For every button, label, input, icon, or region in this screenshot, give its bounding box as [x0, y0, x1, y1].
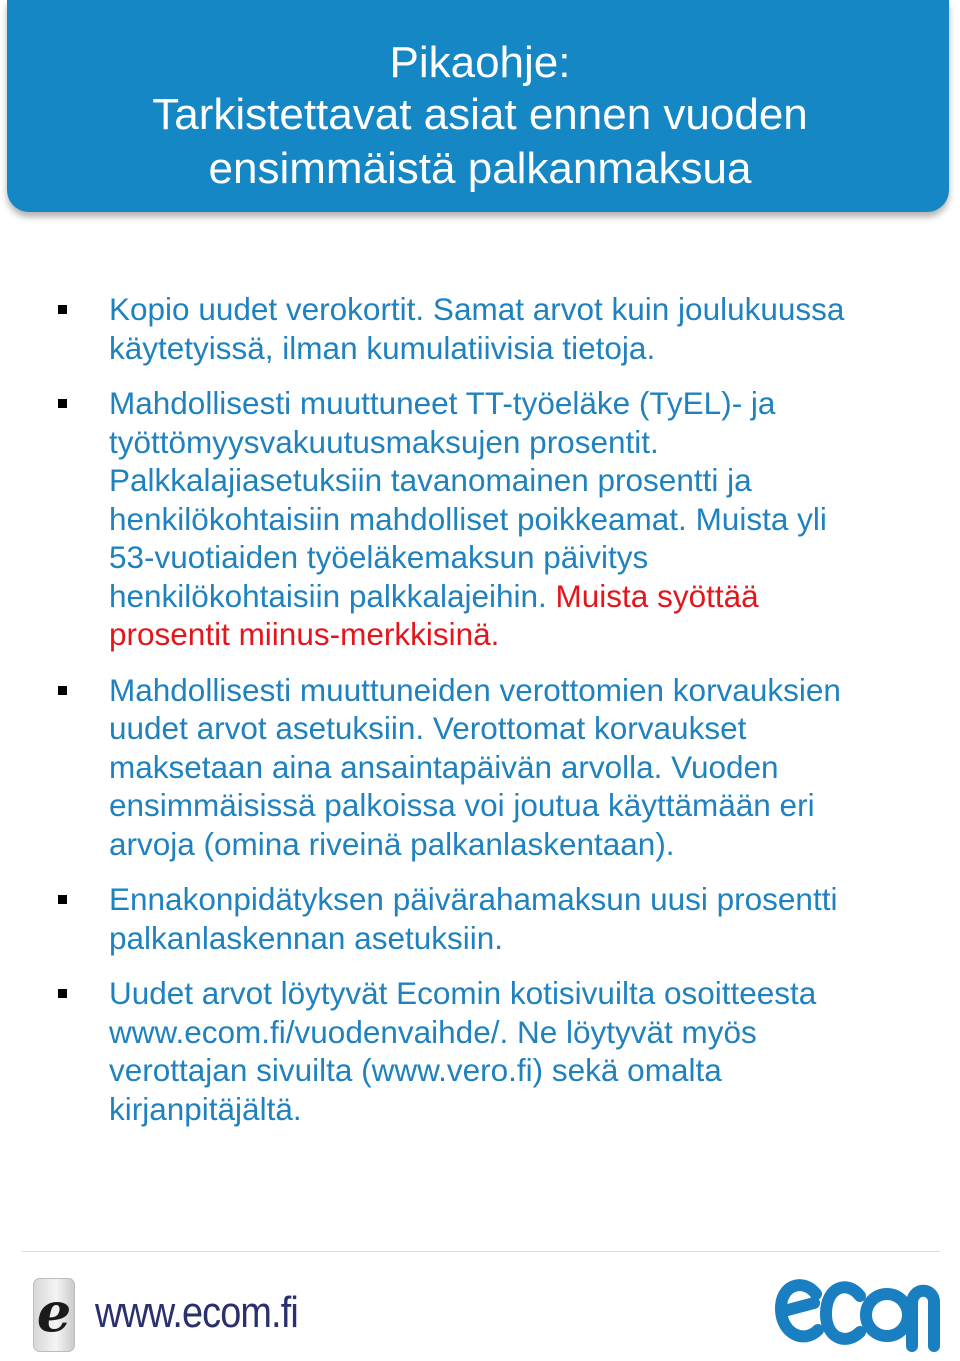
bullet-line: 53-vuotiaiden työeläkemaksun päivitys: [109, 539, 649, 575]
bullet-line: ensimmäisissä palkoissa voi joutua käyttämään eri: [109, 787, 815, 823]
bullet-line: Palkkalajiasetuksiin tavanomainen prosentti ja: [109, 462, 752, 498]
e-icon-letter: e: [36, 1280, 72, 1344]
warning-text: prosentit miinus-merkkisinä.: [109, 616, 500, 652]
ecom-e-icon: [33, 1278, 75, 1352]
bullet-line: Kopio uudet verokortit. Samat arvot kuin joulukuussa: [109, 291, 845, 327]
bullet-line: Mahdollisesti muuttuneet TT-työeläke (TyEL)- ja: [109, 385, 776, 421]
square-bullet-icon: [58, 305, 67, 314]
bullet-line-text: henkilökohtaisiin palkkalajeihin.: [109, 577, 547, 614]
bullet-line: käytetyissä, ilman kumulatiivisia tietoja.: [109, 329, 656, 366]
title-line-1: Pikaohje:: [389, 38, 571, 87]
bullet-line: Mahdollisesti muuttuneiden verottomien korvauksien: [109, 671, 841, 708]
bullet-line: Uudet arvot löytyvät Ecomin kotisivuilta osoitteesta: [109, 975, 817, 1011]
bullet-line: kirjanpitäjältä.: [109, 1090, 302, 1127]
bullet-line: työttömyysvakuutusmaksujen prosentit.: [109, 423, 659, 460]
square-bullet-icon: [58, 686, 67, 695]
bullet-line: henkilökohtaisiin mahdolliset poikkeamat. Muista yli: [109, 500, 827, 537]
bullet-item-withholding: [0, 880, 960, 957]
bullet-item-new-values: [0, 974, 960, 1128]
bullet-item-pension-rates: [0, 384, 960, 654]
bullet-line: verottajan sivuilta (www.vero.fi) sekä omalta: [109, 1052, 722, 1088]
bullet-line: uudet arvot asetuksiin. Verottomat korvaukset: [109, 710, 747, 746]
title-line-3: ensimmäistä palkanmaksua: [208, 144, 752, 193]
bullet-line: palkanlaskennan asetuksiin.: [109, 919, 504, 956]
square-bullet-icon: [58, 895, 67, 904]
bullet-list: [0, 290, 960, 1145]
title-line-2: Tarkistettavat asiat ennen vuoden: [152, 90, 808, 139]
square-bullet-icon: [58, 989, 67, 998]
warning-text: Muista syöttää: [555, 577, 759, 614]
square-bullet-icon: [58, 399, 67, 408]
footer-url[interactable]: www.ecom.fi: [95, 1288, 298, 1337]
bullet-item-tax-cards: [0, 290, 960, 367]
ecom-logo: [774, 1268, 942, 1356]
bullet-line: maksetaan aina ansaintapäivän arvolla. Vuoden: [109, 748, 779, 785]
bullet-line: www.ecom.fi/vuodenvaihde/. Ne löytyvät myös: [109, 1013, 757, 1050]
bullet-item-tax-free-compensations: [0, 671, 960, 864]
bullet-line: [109, 577, 960, 616]
bullet-line: arvoja (omina riveinä palkanlaskentaan).: [109, 825, 675, 862]
bullet-line: Ennakonpidätyksen päivärahamaksun uusi prosentti: [109, 881, 838, 917]
footer-divider: [22, 1251, 940, 1252]
